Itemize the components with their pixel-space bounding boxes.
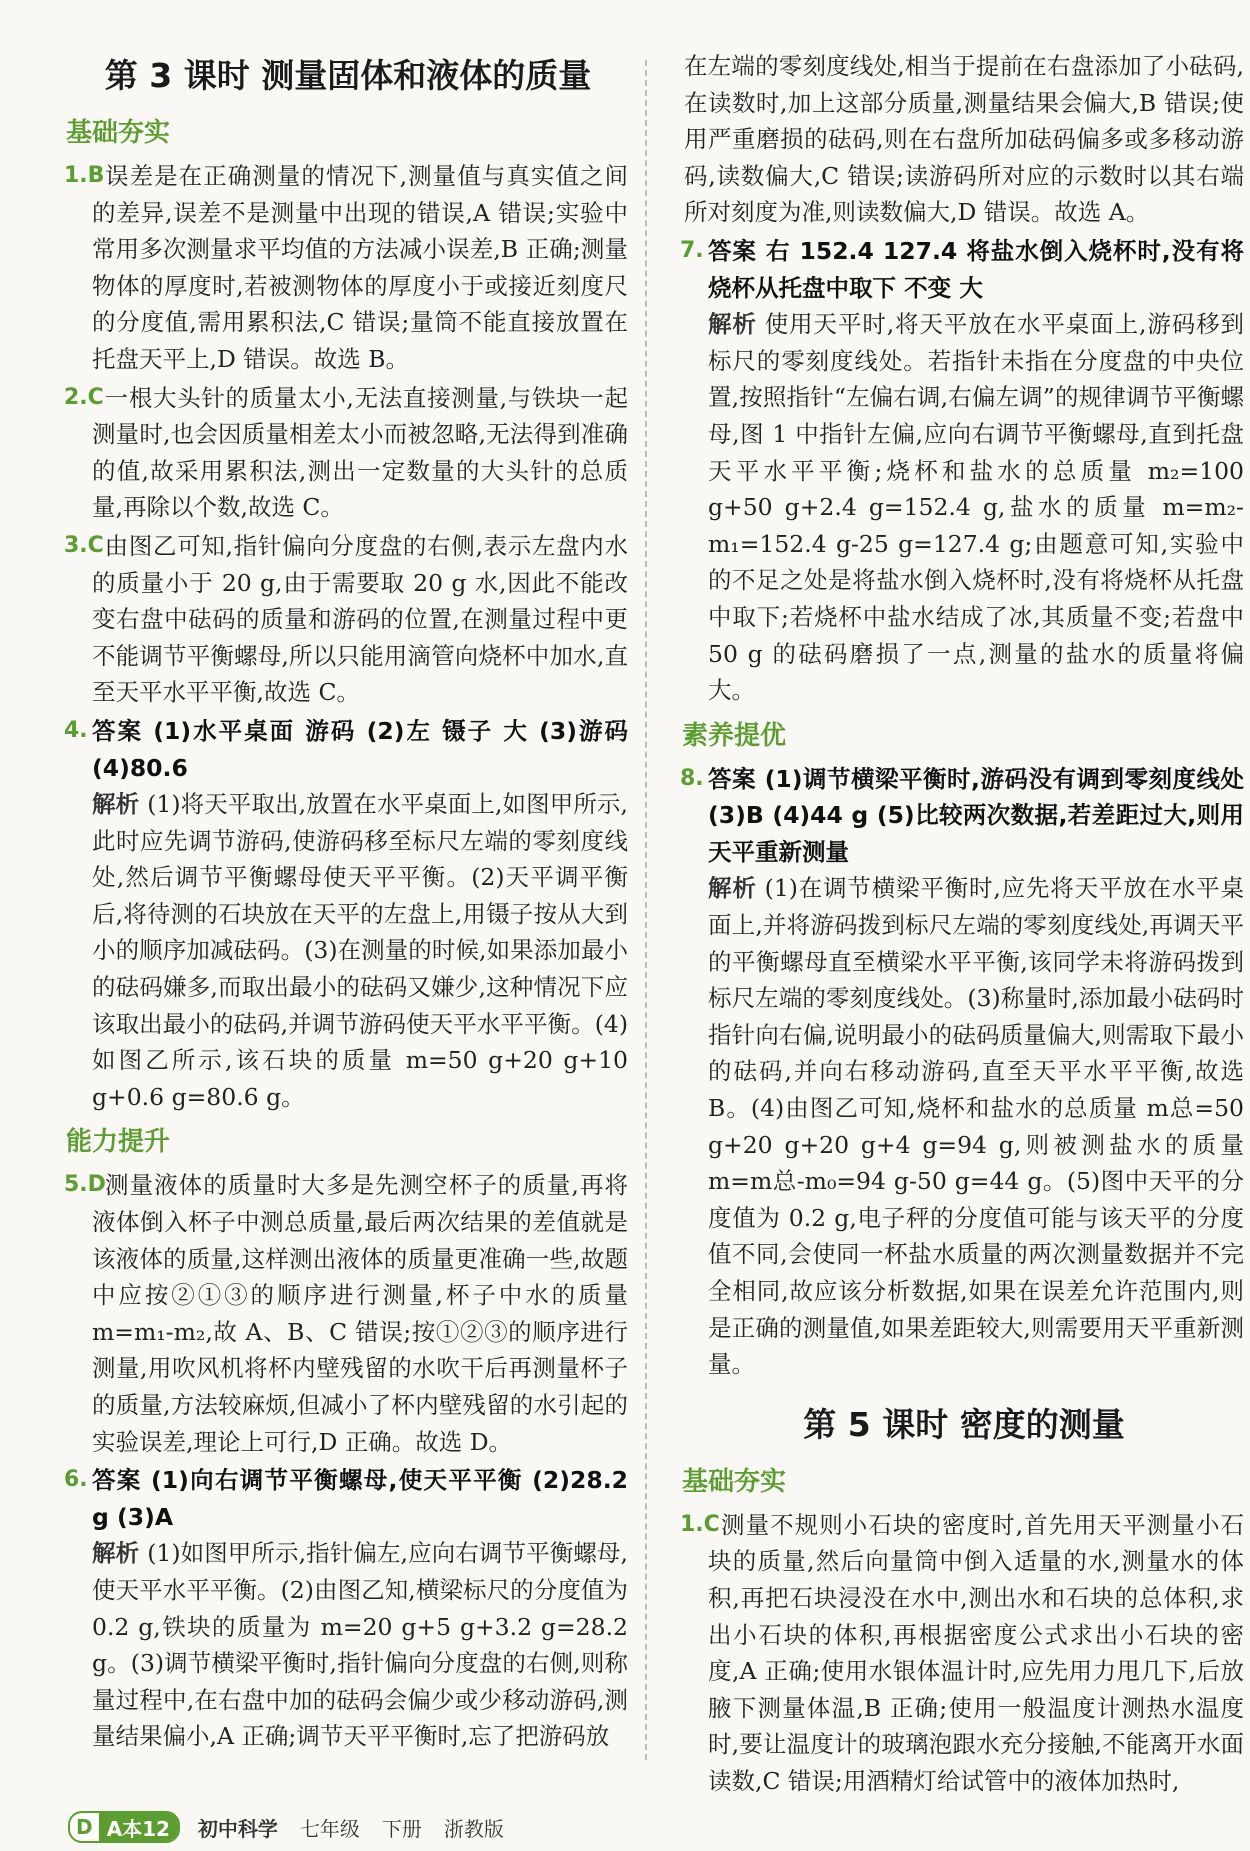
answer-item bbox=[680, 1507, 1244, 1800]
item-text: 在左端的零刻度线处,相当于提前在右盘添加了小砝码,在读数时,加上这部分质量,测量结果会偏大,B 错误;使用严重磨损的砝码,则在右盘所加砝码偏多或多移动游码,读数偏大,C 错误;读游码所对应的示数时以其右端所对刻度为准,则读数偏大,D 错误。故选 A。 bbox=[684, 52, 1244, 227]
item-number: 1.C bbox=[680, 1511, 720, 1537]
answer-line: 答案 (1)水平桌面 游码 (2)左 镊子 大 (3)游码 (4)80.6 bbox=[92, 716, 628, 782]
item-number: 1.B bbox=[64, 163, 105, 188]
explanation-label: 解析 bbox=[708, 310, 757, 339]
answer-line: 答案 (1)向右调节平衡螺母,使天平平衡 (2)28.2 g (3)A bbox=[92, 1466, 628, 1531]
section-heading: 素养提优 bbox=[682, 720, 787, 751]
item-text: 误差是在正确测量的情况下,测量值与真实值之间的差异,误差不是测量中出现的错误,A 错误;实验中常用多次测量求平均值的方法减小误差,B 正确;测量物体的厚度时,若被测物体的厚度小于或接近刻度尺的分度值,需用累积法,C 错误;量筒不能直接放置在托盘天平上,D 错误。故选 B。 bbox=[92, 162, 628, 373]
right-column bbox=[680, 48, 1245, 1802]
page-number: A本12 bbox=[99, 1813, 178, 1842]
section-heading: 能力提升 bbox=[66, 1127, 171, 1158]
column-divider bbox=[645, 60, 647, 1760]
answer-item bbox=[64, 1462, 628, 1755]
answer-item bbox=[64, 158, 628, 378]
item-number: 7. bbox=[680, 237, 704, 263]
item-number: 5.D bbox=[64, 1172, 106, 1198]
footer-edition: 浙教版 bbox=[443, 1816, 504, 1841]
footer-subject: 初中科学 bbox=[197, 1816, 278, 1841]
item-text: 由图乙可知,指针偏向分度盘的右侧,表示左盘内水的质量小于 20 g,由于需要取 20 g 水,因此不能改变右盘中砝码的质量和游码的位置,在测量过程中更不能调节平衡螺母,所以只能用滴管向烧杯中加水,直至天平水平平衡,故选 C。 bbox=[92, 531, 628, 707]
lesson-title: 第 3 课时 测量固体和液体的质量 bbox=[104, 56, 592, 95]
section-heading: 基础夯实 bbox=[682, 1466, 787, 1497]
explanation-text: 使用天平时,将天平放在水平桌面上,游码移到标尺的零刻度线处。若指针未指在分度盘的中央位置,按照指针“左偏右调,右偏左调”的规律调节平衡螺母,图 1 中指针左偏,应向右调节平衡螺母,直到托盘天平水平平衡;烧杯和盐水的总质量 m₂=100 g+50 g+2.4 g=152.4 g,盐水的质量 m=m₂-m₁=152.4 g-25 g=127.4 g;由题意可知,实验中的不足之处是将盐水倒入烧杯时,没有将烧杯从托盘中取下;若烧杯中盐水结成了冰,其质量不变;若盘中 50 g 的砝码磨损了一点,测量的盐水的质量将偏大。 bbox=[708, 310, 1244, 705]
answer-item bbox=[64, 1167, 628, 1460]
item-text: 测量液体的质量时大多是先测空杯子的质量,再将液体倒入杯子中测总质量,最后两次结果的差值就是该液体的质量,这样测出液体的质量更准确一些,故题中应按②①③的顺序进行测量,杯子中水的质量 m=m₁-m₂,故 A、B、C 错误;按①②③的顺序进行测量,用吹风机将杯内壁残留的水吹干后再测量杯子的质量,方法较麻烦,但减小了杯内壁残留的水引起的实验误差,理论上可行,D 正确。故选 D。 bbox=[92, 1171, 628, 1456]
item-number: 6. bbox=[64, 1467, 88, 1493]
explanation-label: 解析 bbox=[92, 1539, 140, 1568]
item-number: 3.C bbox=[64, 532, 104, 558]
explanation-text: (1)如图甲所示,指针偏左,应向右调节平衡螺母,使天平水平平衡。(2)由图乙知,横梁标尺的分度值为 0.2 g,铁块的质量为 m=20 g+5 g+3.2 g=28.2 g。(3)调节横梁平衡时,指针偏向分度盘的右侧,则称量过程中,在右盘中加的砝码会偏少或少移动游码,测量结果偏小,A 正确;调节天平平衡时,忘了把游码放 bbox=[92, 1539, 628, 1751]
answer-item bbox=[64, 713, 628, 1116]
item-text: 测量不规则小石块的密度时,首先用天平测量小石块的质量,然后向量筒中倒入适量的水,测量水的体积,再把石块浸没在水中,测出水和石块的总体积,求出小石块的体积,再根据密度公式求出小石块的密度,A 正确;使用水银体温计时,应先用力甩几下,后放腋下测量体温,B 正确;使用一般温度计测热水温度时,要让温度计的玻璃泡跟水充分接触,不能离开水面读数,C 错误;用酒精灯给试管中的液体加热时, bbox=[708, 1510, 1244, 1795]
footer-grade: 七年级 bbox=[299, 1816, 360, 1841]
page-badge bbox=[68, 1811, 180, 1843]
item-number: 4. bbox=[64, 717, 88, 743]
item-text: 一根大头针的质量太小,无法直接测量,与铁块一起测量时,也会因质量相差太小而被忽略,无法得到准确的值,故采用累积法,测出一定数量的大头针的总质量,再除以个数,故选 C。 bbox=[92, 383, 628, 522]
answer-line: 答案 (1)调节横梁平衡时,游码没有调到零刻度线处 (3)B (4)44 g (5)比较两次数据,若差距过大,则用天平重新测量 bbox=[708, 764, 1244, 866]
answer-item bbox=[680, 233, 1244, 709]
explanation-text: (1)将天平取出,放置在水平桌面上,如图甲所示,此时应先调节游码,使游码移至标尺左端的零刻度线处,然后调节平衡螺母使天平平衡。(2)天平调平衡后,将待测的石块放在天平的左盘上,用镊子按从大到小的顺序加减砝码。(3)在测量的时候,如果添加最小的砝码嫌多,而取出最小的砝码又嫌少,这种情况下应该取出最小的砝码,并调节游码使天平水平平衡。(4)如图乙所示,该石块的质量 m=50 g+20 g+10 g+0.6 g=80.6 g。 bbox=[92, 790, 628, 1111]
answer-line: 答案 右 152.4 127.4 将盐水倒入烧杯时,没有将烧杯从托盘中取下 不变 大 bbox=[708, 236, 1244, 302]
item-number: 2.C bbox=[64, 384, 104, 410]
answer-item bbox=[680, 761, 1245, 1383]
item-number: 8. bbox=[680, 765, 704, 791]
answer-item bbox=[64, 380, 628, 526]
lesson-title: 第 5 课时 密度的测量 bbox=[803, 1404, 1125, 1444]
page-footer bbox=[68, 1810, 526, 1844]
explanation-text: (1)在调节横梁平衡时,应先将天平放在水平桌面上,并将游码拨到标尺左端的零刻度线处,再调天平的平衡螺母直至横梁水平平衡,该同学未将游码拨到标尺左端的零刻度线处。(3)称量时,添加最小砝码时指针向右偏,说明最小的砝码质量偏大,则需取下最小的砝码,并向右移动游码,直至天平水平平衡,故选 B。(4)由图乙可知,烧杯和盐水的总质量 m总=50 g+20 g+20 g+4 g=94 g,则被测盐水的质量 m=m总-m₀=94 g-50 g=44 g。(5)图中天平的分度值为 0.2 g,电子秤的分度值可能与该天平的分度值不同,会使同一杯盐水质量的两次测量数据并不完全相同,故应该分析数据,如果在误差允许范围内,则是正确的测量值,如果差距较大,则需要用天平重新测量。 bbox=[708, 874, 1245, 1379]
answer-item bbox=[64, 528, 628, 711]
continued-text bbox=[684, 48, 1244, 231]
badge-letter: D bbox=[70, 1815, 99, 1839]
footer-volume: 下册 bbox=[381, 1816, 422, 1841]
section-heading: 基础夯实 bbox=[66, 118, 171, 148]
left-column bbox=[64, 48, 628, 1757]
explanation-label: 解析 bbox=[92, 790, 140, 819]
explanation-label: 解析 bbox=[708, 874, 757, 903]
